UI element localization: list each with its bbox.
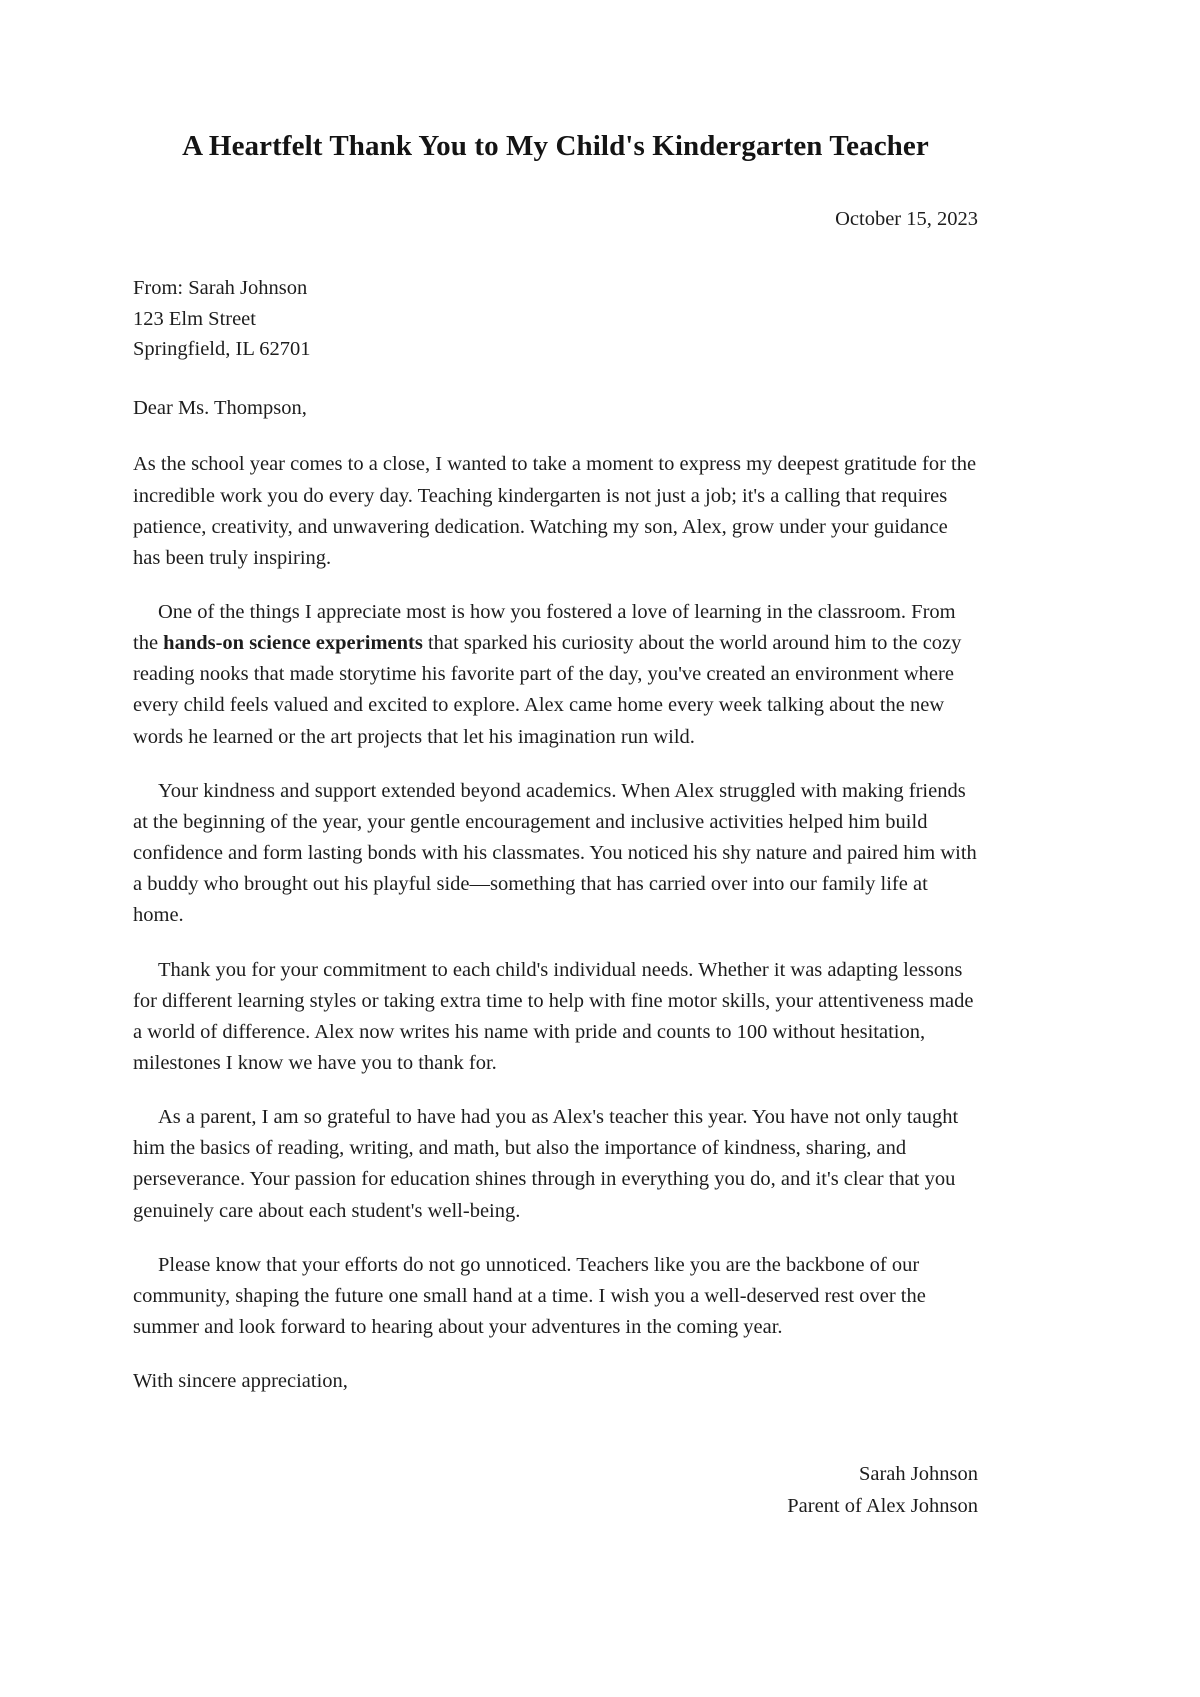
body-paragraph-5: As a parent, I am so grateful to have had you as Alex's teacher this year. You have not only taught him the basics of reading, writing, and math, but also the importance of kindness, sharing, and perseverance. Your passion for education shines through in everything you do, and it's clear that you genuinely care about each student's well-being. (133, 1106, 959, 1222)
body-paragraph-1: As the school year comes to a close, I wanted to take a moment to express my deepest gratitude for the incredible work you do every day. Teaching kindergarten is not just a job; it's a calling that requires patience, creativity, and unwavering dedication. Watching my son, Alex, grow under your guidance has been truly inspiring. (133, 453, 977, 569)
page-title: A Heartfelt Thank You to My Child's Kindergarten Teacher (182, 130, 929, 162)
body-paragraph-4: Thank you for your commitment to each child's individual needs. Whether it was adapting lessons for different learning styles or taking extra time to help with fine motor skills, your attentiveness made a world of difference. Alex now writes his name with pride and counts to 100 without hesitation, milestones I know we have you to thank for. (133, 958, 974, 1074)
signature-block (133, 1459, 978, 1523)
body-paragraph-2 (133, 597, 978, 753)
sender-street: 123 Elm Street (133, 307, 256, 330)
emphasis-hands-on-science-experiments: hands-on science experiments (163, 632, 423, 655)
salutation: Dear Ms. Thompson, (133, 396, 307, 419)
body-paragraph-6: Please know that your efforts do not go unnoticed. Teachers like you are the backbone of our community, shaping the future one small hand at a time. I wish you a well-deserved rest over the summer and look forward to hearing about your adventures in the coming year. (133, 1253, 926, 1339)
body-paragraph-3: Your kindness and support extended beyond academics. When Alex struggled with making friends at the beginning of the year, your gentle encouragement and inclusive activities helped him build confidence and form lasting bonds with his classmates. You noticed his shy nature and paired him with a buddy who brought out his playful side—something that has carried over into our family life at home. (133, 779, 977, 927)
letter-date: October 15, 2023 (835, 208, 978, 231)
closing-line: With sincere appreciation, (133, 1370, 348, 1393)
letter-content-column (133, 0, 978, 1523)
sender-address-block (133, 273, 978, 365)
sender-from-line: From: Sarah Johnson (133, 277, 308, 299)
signature-name: Sarah Johnson (858, 1463, 978, 1485)
sender-city-state-zip: Springfield, IL 62701 (133, 338, 311, 361)
signature-relation: Parent of Alex Johnson (787, 1494, 978, 1517)
body-paragraph-2-text-before-bold: One of the things I appreciate most is how you fostered a love of learning in the classroom. From the (133, 600, 956, 655)
body-paragraph-2-text-after-bold: that sparked his curiosity about the world around him to the cozy reading nooks that made storytime his favorite part of the day, you've created an environment where every child feels valued and excited to explore. Alex came home every week talking about the new words he learned or the art projects that let his imagination run wild. (133, 632, 962, 748)
letter-body (133, 449, 978, 1343)
